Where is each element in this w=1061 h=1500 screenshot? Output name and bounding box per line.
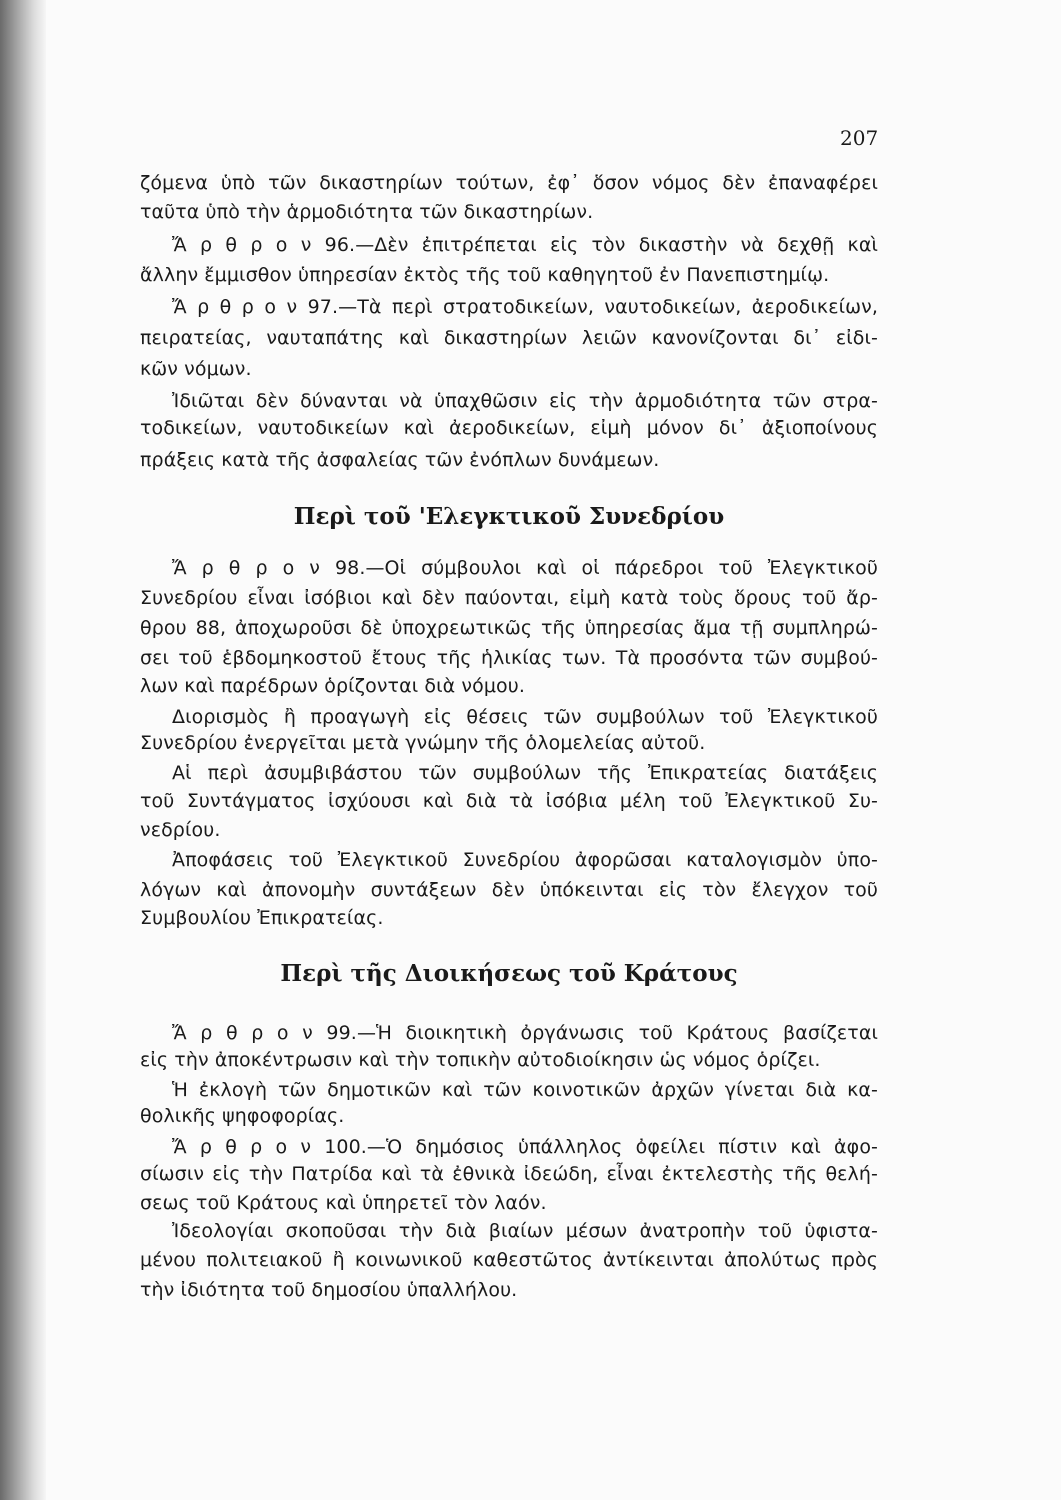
text-line: Ἀποφάσεις τοῦ Ἐλεγκτικοῦ Συνεδρίου ἀφορῶσαι καταλογισμὸν ὑπο- (172, 849, 878, 871)
text-line: θολικῆς ψηφοφορίας. (140, 1105, 345, 1127)
text-line: Ἄ ρ θ ρ ο ν 99.—Ἡ διοικητικὴ ὀργάνωσις τοῦ Κράτους βασίζεται (172, 1022, 878, 1044)
text-line: ταῦτα ὑπὸ τὴν ἁρμοδιότητα τῶν δικαστηρίων. (140, 201, 594, 223)
section-heading: Περὶ τοῦ 'Ελεγκτικοῦ Συνεδρίου (293, 503, 725, 530)
text-line: Ἡ ἐκλογὴ τῶν δημοτικῶν καὶ τῶν κοινοτικῶν ἀρχῶν γίνεται διὰ κα- (172, 1079, 878, 1101)
text-line: Συνεδρίου ἐνεργεῖται μετὰ γνώμην τῆς ὁλομελείας αὐτοῦ. (140, 732, 706, 754)
text-line: νεδρίου. (140, 819, 221, 841)
text-line: εἰς τὴν ἀποκέντρωσιν καὶ τὴν τοπικὴν αὐτοδιοίκησιν ὡς νόμος ὁρίζει. (140, 1049, 821, 1071)
text-line: Αἱ περὶ ἀσυμβιβάστου τῶν συμβούλων τῆς Ἐπικρατείας διατάξεις (172, 762, 878, 784)
text-line: σει τοῦ ἑβδομηκοστοῦ ἔτους τῆς ἡλικίας των. Τὰ προσόντα τῶν συμβού- (140, 647, 878, 669)
text-line: σίωσιν εἰς τὴν Πατρίδα καὶ τὰ ἐθνικὰ ἰδεώδη, εἶναι ἐκτελεστὴς τῆς θελή- (140, 1163, 878, 1185)
scan-edge-shadow (0, 0, 46, 1500)
text-line: ἄλλην ἔμμισθον ὑπηρεσίαν ἐκτὸς τῆς τοῦ καθηγητοῦ ἐν Πανεπιστημίῳ. (140, 264, 830, 286)
text-line: λων καὶ παρέδρων ὁρίζονται διὰ νόμου. (140, 675, 525, 697)
text-line: μένου πολιτειακοῦ ἢ κοινωνικοῦ καθεστῶτος ἀντίκεινται ἀπολύτως πρὸς (140, 1249, 878, 1271)
text-line: Ἰδεολογίαι σκοποῦσαι τὴν διὰ βιαίων μέσων ἀνατροπὴν τοῦ ὑφιστα- (172, 1220, 878, 1242)
text-line: θρου 88, ἀποχωροῦσι δὲ ὑποχρεωτικῶς τῆς ὑπηρεσίας ἅμα τῇ συμπληρώ- (140, 617, 878, 639)
text-line: πράξεις κατὰ τῆς ἀσφαλείας τῶν ἐνόπλων δυνάμεων. (140, 449, 660, 471)
section-heading: Περὶ τῆς Διοικήσεως τοῦ Κράτους (280, 960, 738, 987)
text-line: Ἄ ρ θ ρ ο ν 97.—Τὰ περὶ στρατοδικείων, ναυτοδικείων, ἀεροδικείων, (172, 296, 878, 318)
text-line: Ἰδιῶται δὲν δύνανται νὰ ὑπαχθῶσιν εἰς τὴν ἁρμοδιότητα τῶν στρα- (172, 390, 878, 412)
page-number: 207 (840, 126, 879, 150)
text-line: κῶν νόμων. (140, 358, 252, 380)
text-line: Συμβουλίου Ἐπικρατείας. (140, 907, 384, 929)
text-line: Συνεδρίου εἶναι ἰσόβιοι καὶ δὲν παύονται, εἰμὴ κατὰ τοὺς ὅρους τοῦ ἄρ- (140, 587, 878, 609)
text-line: Ἄ ρ θ ρ ο ν 100.—Ὁ δημόσιος ὑπάλληλος ὀφείλει πίστιν καὶ ἀφο- (172, 1136, 878, 1158)
text-line: ζόμενα ὑπὸ τῶν δικαστηρίων τούτων, ἐφ᾽ ὅσον νόμος δὲν ἐπαναφέρει (140, 172, 878, 194)
text-line: Διορισμὸς ἢ προαγωγὴ εἰς θέσεις τῶν συμβούλων τοῦ Ἐλεγκτικοῦ (172, 706, 878, 728)
text-line: πειρατείας, ναυταπάτης καὶ δικαστηρίων λειῶν κανονίζονται δι᾽ εἰδι- (140, 327, 878, 349)
text-line: Ἄ ρ θ ρ ο ν 98.—Οἱ σύμβουλοι καὶ οἱ πάρεδροι τοῦ Ἐλεγκτικοῦ (172, 557, 878, 579)
text-line: σεως τοῦ Κράτους καὶ ὑπηρετεῖ τὸν λαόν. (140, 1192, 547, 1214)
text-line: Ἄ ρ θ ρ ο ν 96.—Δὲν ἐπιτρέπεται εἰς τὸν δικαστὴν νὰ δεχθῇ καὶ (172, 234, 878, 256)
text-line: τοδικείων, ναυτοδικείων καὶ ἀεροδικείων, εἰμὴ μόνον δι᾽ ἀξιοποίνους (140, 417, 878, 439)
text-line: λόγων καὶ ἀπονομὴν συντάξεων δὲν ὑπόκεινται εἰς τὸν ἔλεγχον τοῦ (140, 879, 878, 901)
text-line: τοῦ Συντάγματος ἰσχύουσι καὶ διὰ τὰ ἰσόβια μέλη τοῦ Ἐλεγκτικοῦ Συ- (140, 790, 878, 812)
text-line: τὴν ἰδιότητα τοῦ δημοσίου ὑπαλλήλου. (140, 1279, 518, 1301)
